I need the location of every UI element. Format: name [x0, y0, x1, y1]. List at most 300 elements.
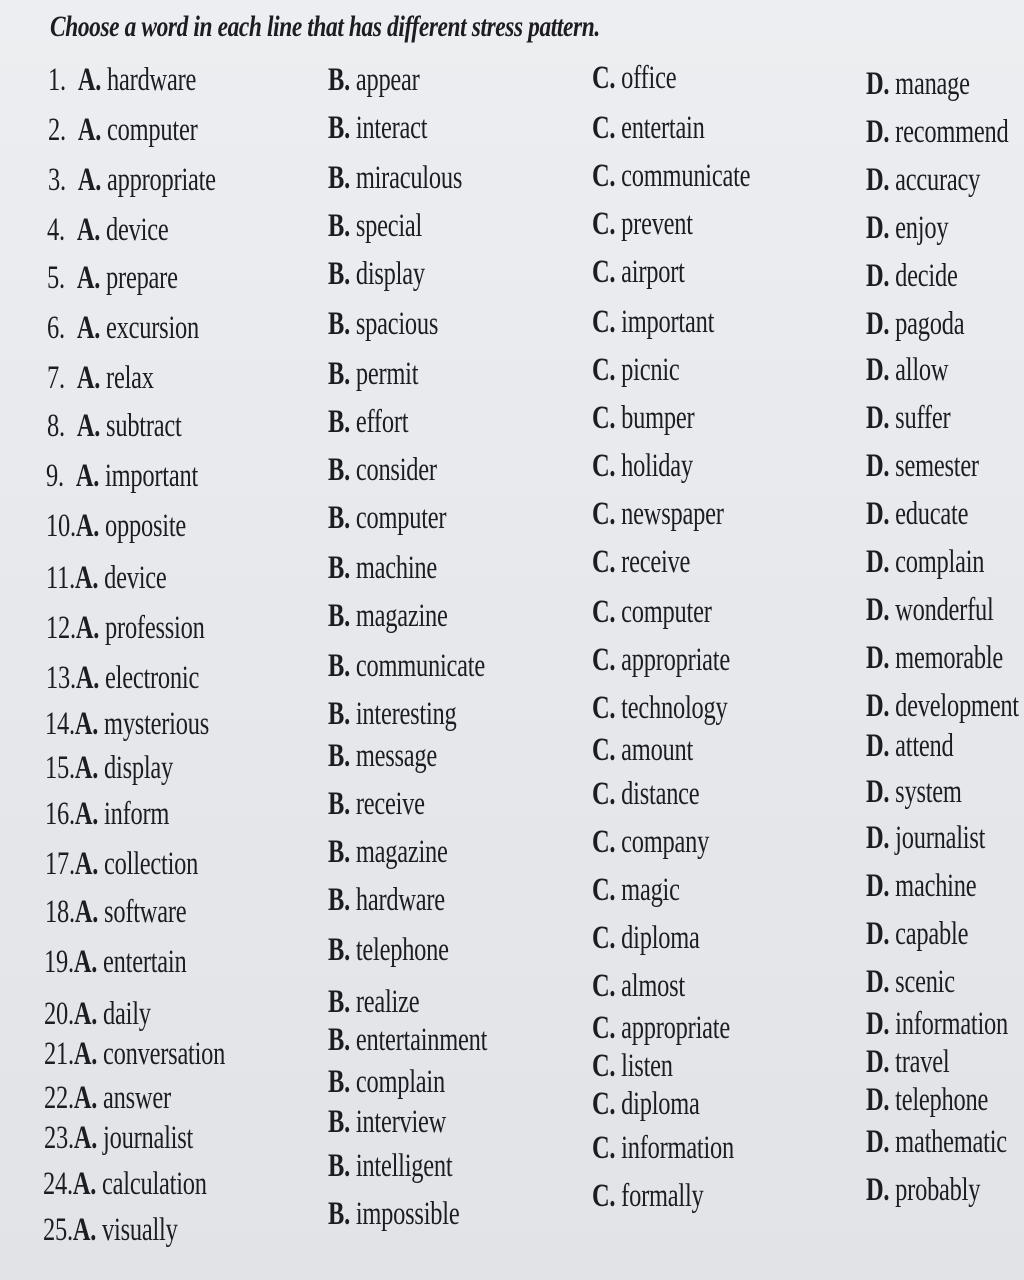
option-word: miraculous — [355, 160, 463, 196]
option-letter: D. — [866, 162, 890, 198]
option-letter: D. — [866, 868, 890, 904]
question-8-option-b — [328, 404, 408, 441]
question-22-option-b — [328, 1064, 445, 1101]
option-word: information — [895, 1006, 1009, 1042]
option-letter: A. — [72, 1166, 97, 1202]
option-word: display — [355, 256, 425, 292]
option-word: magic — [621, 872, 680, 908]
option-letter: C. — [592, 920, 616, 956]
option-letter: C. — [592, 690, 616, 726]
question-2-option-d — [866, 114, 1008, 151]
option-letter: C. — [592, 1086, 616, 1122]
option-letter: A. — [74, 750, 99, 786]
instruction-heading: Choose a word in each line that has different stress pattern. — [50, 10, 600, 43]
question-13-option-c — [592, 642, 730, 679]
question-11-option-c — [592, 544, 690, 581]
option-word: manage — [895, 66, 970, 102]
option-word: listen — [621, 1048, 673, 1084]
option-letter: B. — [328, 834, 350, 870]
option-letter: C. — [592, 158, 616, 194]
question-18-option-a — [45, 894, 186, 931]
option-word: conversation — [103, 1036, 226, 1072]
question-20-option-b — [328, 984, 419, 1021]
question-8-option-c — [592, 400, 694, 437]
option-word: wonderful — [895, 592, 994, 628]
question-19-option-c — [592, 920, 700, 957]
question-22-option-c — [592, 1048, 673, 1085]
option-letter: D. — [866, 728, 890, 764]
option-word: effort — [355, 404, 409, 440]
question-17-option-a — [45, 846, 198, 883]
option-letter: A. — [76, 408, 101, 444]
question-17-option-b — [328, 834, 448, 871]
option-letter: B. — [328, 306, 350, 342]
option-word: appropriate — [621, 642, 730, 678]
question-2-option-a — [48, 112, 198, 149]
option-word: entertain — [103, 944, 187, 980]
question-6-option-c — [592, 304, 714, 341]
question-20-option-d — [866, 964, 955, 1001]
option-letter: C. — [592, 110, 616, 146]
option-word: opposite — [105, 508, 187, 544]
option-word: communicate — [355, 648, 485, 684]
option-letter: D. — [866, 448, 890, 484]
question-25-option-d — [866, 1172, 980, 1209]
question-number: 1. — [48, 62, 66, 98]
option-letter: A. — [72, 1212, 97, 1248]
option-word: development — [895, 688, 1019, 724]
option-letter: A. — [74, 894, 99, 930]
option-word: relax — [106, 360, 154, 396]
option-letter: C. — [592, 642, 616, 678]
option-word: daily — [103, 996, 151, 1032]
option-letter: B. — [328, 256, 350, 292]
option-letter: D. — [866, 640, 890, 676]
option-letter: D. — [866, 1124, 890, 1160]
option-word: consider — [355, 452, 437, 488]
question-6-option-b — [328, 306, 438, 343]
question-13-option-b — [328, 648, 485, 685]
option-word: inform — [104, 796, 170, 832]
option-word: appear — [355, 62, 420, 98]
option-letter: A. — [75, 458, 100, 494]
question-number: 18. — [45, 894, 75, 930]
question-20-option-a — [44, 996, 151, 1033]
question-19-option-a — [44, 944, 186, 981]
question-2-option-b — [328, 110, 427, 147]
question-21-option-d — [866, 1006, 1008, 1043]
option-letter: D. — [866, 688, 890, 724]
option-letter: B. — [328, 882, 350, 918]
question-4-option-a — [47, 212, 168, 249]
question-number: 22. — [44, 1080, 74, 1116]
option-word: allow — [895, 352, 949, 388]
option-word: accuracy — [895, 162, 981, 198]
question-7-option-b — [328, 356, 418, 393]
question-14-option-c — [592, 690, 727, 727]
option-letter: C. — [592, 1048, 616, 1084]
option-letter: A. — [76, 310, 101, 346]
option-word: formally — [621, 1178, 704, 1214]
question-25-option-b — [328, 1196, 459, 1233]
option-word: journalist — [103, 1120, 194, 1156]
option-letter: A. — [76, 260, 101, 296]
question-5-option-d — [866, 258, 958, 295]
question-21-option-b — [328, 1022, 487, 1059]
option-word: probably — [895, 1172, 981, 1208]
question-22-option-d — [866, 1044, 949, 1081]
option-word: receive — [621, 544, 691, 580]
option-word: recommend — [895, 114, 1009, 150]
question-10-option-d — [866, 496, 968, 533]
option-word: visually — [102, 1212, 178, 1248]
option-word: complain — [355, 1064, 445, 1100]
option-letter: C. — [592, 496, 616, 532]
question-22-option-a — [44, 1080, 171, 1117]
question-14-option-d — [866, 688, 1019, 725]
option-letter: D. — [866, 774, 890, 810]
option-letter: D. — [866, 964, 890, 1000]
option-letter: A. — [74, 706, 99, 742]
option-letter: D. — [866, 820, 890, 856]
question-number: 4. — [47, 212, 65, 248]
question-3-option-d — [866, 162, 980, 199]
option-word: hardware — [107, 62, 197, 98]
option-letter: B. — [328, 550, 350, 586]
option-letter: A. — [77, 112, 102, 148]
question-number: 25. — [43, 1212, 73, 1248]
option-word: decide — [895, 258, 958, 294]
option-letter: C. — [592, 254, 616, 290]
question-number: 2. — [48, 112, 66, 148]
option-letter: C. — [592, 400, 616, 436]
option-letter: A. — [73, 996, 98, 1032]
option-letter: C. — [592, 544, 616, 580]
question-24-option-a — [43, 1166, 207, 1203]
option-letter: C. — [592, 824, 616, 860]
question-4-option-d — [866, 210, 948, 247]
option-word: pagoda — [895, 306, 965, 342]
question-15-option-b — [328, 738, 437, 775]
option-word: capable — [895, 916, 969, 952]
option-word: information — [621, 1130, 735, 1166]
option-letter: B. — [328, 648, 350, 684]
option-word: entertain — [621, 110, 705, 146]
question-6-option-d — [866, 306, 964, 343]
option-letter: A. — [74, 796, 99, 832]
question-15-option-a — [45, 750, 173, 787]
option-word: interesting — [355, 696, 457, 732]
option-letter: B. — [328, 932, 350, 968]
question-24-option-b — [328, 1148, 452, 1185]
option-word: mathematic — [895, 1124, 1007, 1160]
question-16-option-a — [45, 796, 169, 833]
option-word: newspaper — [621, 496, 724, 532]
question-16-option-b — [328, 786, 425, 823]
option-word: prepare — [106, 260, 178, 296]
option-word: complain — [895, 544, 985, 580]
option-letter: D. — [866, 496, 890, 532]
question-number: 8. — [47, 408, 65, 444]
question-1-option-a — [48, 62, 196, 99]
option-word: suffer — [895, 400, 951, 436]
question-1-option-b — [328, 62, 420, 99]
option-word: excursion — [106, 310, 200, 346]
question-4-option-c — [592, 206, 693, 243]
option-word: intelligent — [355, 1148, 453, 1184]
question-3-option-c — [592, 158, 750, 195]
option-letter: B. — [328, 500, 350, 536]
question-20-option-c — [592, 968, 685, 1005]
question-19-option-d — [866, 916, 968, 953]
option-letter: D. — [866, 66, 890, 102]
question-number: 5. — [47, 260, 65, 296]
question-1-option-c — [592, 60, 676, 97]
option-word: communicate — [621, 158, 751, 194]
question-23-option-d — [866, 1082, 988, 1119]
question-10-option-a — [46, 508, 186, 545]
option-word: mysterious — [104, 706, 210, 742]
option-letter: C. — [592, 60, 616, 96]
option-word: hardware — [355, 882, 445, 918]
question-number: 13. — [46, 660, 76, 696]
option-letter: A. — [76, 212, 101, 248]
question-number: 24. — [43, 1166, 73, 1202]
option-word: machine — [355, 550, 438, 586]
option-word: appropriate — [107, 162, 216, 198]
option-word: diploma — [621, 1086, 700, 1122]
option-letter: D. — [866, 916, 890, 952]
option-letter: C. — [592, 968, 616, 1004]
option-letter: A. — [75, 610, 100, 646]
question-23-option-c — [592, 1086, 700, 1123]
question-2-option-c — [592, 110, 705, 147]
option-letter: A. — [77, 62, 102, 98]
option-word: computer — [355, 500, 447, 536]
question-8-option-d — [866, 400, 950, 437]
question-number: 7. — [47, 360, 65, 396]
option-letter: A. — [74, 846, 99, 882]
question-number: 17. — [45, 846, 75, 882]
question-9-option-a — [46, 458, 198, 495]
question-number: 14. — [45, 706, 75, 742]
option-letter: D. — [866, 592, 890, 628]
option-word: message — [355, 738, 438, 774]
question-5-option-a — [47, 260, 178, 297]
option-letter: D. — [866, 1044, 890, 1080]
question-6-option-a — [47, 310, 199, 347]
option-letter: B. — [328, 1148, 350, 1184]
question-number: 6. — [47, 310, 65, 346]
option-word: bumper — [621, 400, 695, 436]
option-word: machine — [895, 868, 977, 904]
option-word: magazine — [355, 834, 448, 870]
option-letter: C. — [592, 776, 616, 812]
option-letter: B. — [328, 208, 350, 244]
question-7-option-c — [592, 352, 680, 389]
option-letter: A. — [77, 162, 102, 198]
option-word: memorable — [895, 640, 1004, 676]
question-25-option-a — [43, 1212, 178, 1249]
option-word: diploma — [621, 920, 700, 956]
question-8-option-a — [47, 408, 182, 445]
option-word: system — [895, 774, 962, 810]
question-number: 21. — [44, 1036, 74, 1072]
option-word: distance — [621, 776, 700, 812]
option-letter: C. — [592, 872, 616, 908]
option-word: journalist — [895, 820, 986, 856]
option-letter: A. — [73, 1036, 98, 1072]
question-19-option-b — [328, 932, 449, 969]
question-13-option-d — [866, 640, 1003, 677]
question-16-option-c — [592, 776, 699, 813]
question-23-option-b — [328, 1104, 446, 1141]
option-word: magazine — [355, 598, 448, 634]
option-word: computer — [107, 112, 198, 148]
option-letter: C. — [592, 304, 616, 340]
option-word: computer — [621, 594, 712, 630]
question-number: 11. — [46, 560, 75, 596]
option-letter: B. — [328, 356, 350, 392]
option-letter: B. — [328, 1064, 350, 1100]
question-12-option-a — [46, 610, 205, 647]
question-12-option-c — [592, 594, 712, 631]
option-word: company — [621, 824, 710, 860]
option-word: receive — [355, 786, 425, 822]
option-word: airport — [621, 254, 685, 290]
option-word: device — [104, 560, 167, 596]
option-letter: A. — [75, 508, 100, 544]
option-word: interview — [355, 1104, 447, 1140]
option-word: answer — [103, 1080, 171, 1116]
question-10-option-b — [328, 500, 446, 537]
option-letter: B. — [328, 452, 350, 488]
option-word: telephone — [895, 1082, 989, 1118]
option-word: holiday — [621, 448, 693, 484]
question-number: 23. — [44, 1120, 74, 1156]
question-21-option-c — [592, 1010, 730, 1047]
option-letter: D. — [866, 1172, 890, 1208]
option-word: almost — [621, 968, 685, 1004]
question-23-option-a — [44, 1120, 193, 1157]
option-word: technology — [621, 690, 728, 726]
option-letter: C. — [592, 1178, 616, 1214]
question-17-option-d — [866, 820, 985, 857]
question-number: 10. — [46, 508, 76, 544]
question-number: 16. — [45, 796, 75, 832]
option-letter: B. — [328, 404, 350, 440]
question-number: 20. — [44, 996, 74, 1032]
option-letter: D. — [866, 210, 890, 246]
option-letter: C. — [592, 594, 616, 630]
option-letter: A. — [73, 1120, 98, 1156]
question-18-option-d — [866, 868, 976, 905]
question-1-option-d — [866, 66, 970, 103]
option-word: software — [104, 894, 187, 930]
question-4-option-b — [328, 208, 422, 245]
option-letter: D. — [866, 114, 890, 150]
question-21-option-a — [44, 1036, 225, 1073]
question-5-option-b — [328, 256, 425, 293]
option-word: interact — [355, 110, 428, 146]
option-word: scenic — [895, 964, 955, 1000]
question-9-option-c — [592, 448, 693, 485]
question-7-option-a — [47, 360, 154, 397]
option-letter: B. — [328, 738, 350, 774]
question-18-option-b — [328, 882, 445, 919]
option-word: educate — [895, 496, 969, 532]
option-letter: A. — [73, 1080, 98, 1116]
option-word: semester — [895, 448, 979, 484]
option-letter: B. — [328, 160, 350, 196]
option-word: display — [104, 750, 174, 786]
question-10-option-c — [592, 496, 724, 533]
option-letter: D. — [866, 400, 890, 436]
option-letter: B. — [328, 984, 350, 1020]
question-18-option-c — [592, 872, 680, 909]
question-14-option-a — [45, 706, 209, 743]
question-11-option-d — [866, 544, 984, 581]
question-13-option-a — [46, 660, 199, 697]
option-word: calculation — [102, 1166, 207, 1202]
option-letter: D. — [866, 352, 890, 388]
option-word: picnic — [621, 352, 680, 388]
option-letter: C. — [592, 1130, 616, 1166]
question-12-option-b — [328, 598, 448, 635]
question-9-option-b — [328, 452, 437, 489]
option-word: spacious — [355, 306, 439, 342]
option-word: electronic — [105, 660, 200, 696]
option-letter: D. — [866, 306, 890, 342]
option-letter: A. — [74, 560, 99, 596]
question-11-option-a — [46, 560, 167, 597]
option-letter: B. — [328, 1104, 350, 1140]
question-number: 15. — [45, 750, 75, 786]
option-letter: B. — [328, 110, 350, 146]
option-letter: D. — [866, 544, 890, 580]
option-word: subtract — [106, 408, 182, 444]
option-word: permit — [355, 356, 419, 392]
question-25-option-c — [592, 1178, 703, 1215]
option-word: office — [621, 60, 677, 96]
question-12-option-d — [866, 592, 994, 629]
question-17-option-c — [592, 824, 709, 861]
question-24-option-d — [866, 1124, 1007, 1161]
option-word: entertainment — [355, 1022, 488, 1058]
question-3-option-b — [328, 160, 462, 197]
option-letter: B. — [328, 62, 350, 98]
option-word: enjoy — [895, 210, 949, 246]
option-word: telephone — [355, 932, 449, 968]
question-15-option-d — [866, 728, 954, 765]
question-number: 12. — [46, 610, 76, 646]
option-letter: C. — [592, 206, 616, 242]
option-letter: C. — [592, 448, 616, 484]
question-number: 19. — [44, 944, 74, 980]
option-word: important — [105, 458, 199, 494]
option-word: profession — [105, 610, 205, 646]
option-word: device — [106, 212, 169, 248]
option-letter: C. — [592, 352, 616, 388]
question-11-option-b — [328, 550, 437, 587]
option-word: collection — [104, 846, 199, 882]
option-word: travel — [895, 1044, 950, 1080]
option-letter: A. — [75, 660, 100, 696]
option-letter: C. — [592, 732, 616, 768]
option-letter: D. — [866, 1006, 890, 1042]
option-letter: B. — [328, 786, 350, 822]
option-word: prevent — [621, 206, 693, 242]
